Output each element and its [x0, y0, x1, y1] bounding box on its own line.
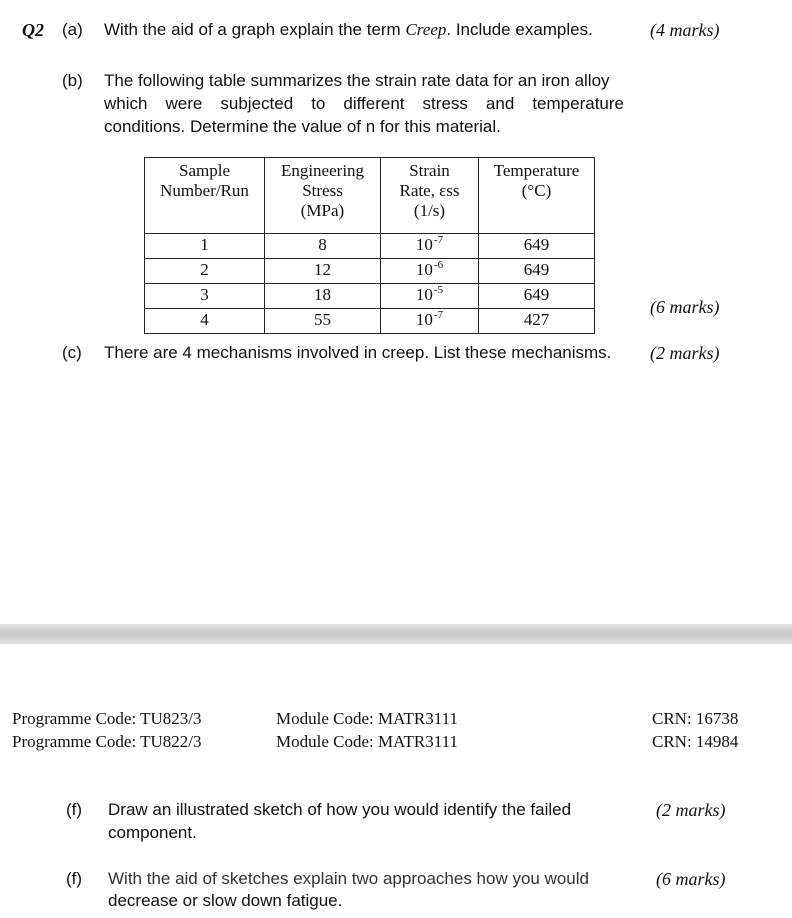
question-number: Q2 — [22, 20, 44, 40]
rate-base: 10 — [415, 260, 433, 279]
rate-exponent: -7 — [433, 234, 444, 246]
part-a-text — [104, 20, 593, 40]
part-f1-label: (f) — [66, 800, 83, 819]
crn-1: CRN: 16738 — [652, 709, 739, 728]
module-code-1: Module Code: MATR3111 — [276, 709, 458, 728]
strain-rate-table — [144, 157, 595, 334]
part-f2-line-2: decrease or slow down fatigue. — [108, 891, 343, 910]
cell-stress: 8 — [265, 234, 381, 259]
cell-run: 4 — [145, 309, 265, 334]
header-text: (°C) — [521, 181, 552, 200]
cell-stress: 18 — [265, 284, 381, 309]
part-f1-marks: (2 marks) — [656, 800, 726, 820]
part-b-line-3: conditions. Determine the value of n for this material. — [104, 117, 501, 136]
header-text: Sample — [179, 161, 230, 180]
cell-temperature: 649 — [479, 259, 595, 284]
rate-exponent: -5 — [433, 284, 444, 296]
header-text: Rate, εss — [399, 181, 460, 200]
part-c-label: (c) — [62, 343, 82, 362]
table-header-row — [145, 158, 595, 234]
table-row — [145, 234, 595, 259]
page-separator — [0, 624, 792, 644]
part-f2-line-1: With the aid of sketches explain two approaches how you would — [108, 869, 589, 888]
part-b-marks: (6 marks) — [650, 297, 720, 317]
cell-temperature: 649 — [479, 284, 595, 309]
part-c-marks: (2 marks) — [650, 343, 720, 363]
part-a-term: Creep — [405, 20, 447, 39]
header-stress — [265, 158, 381, 234]
header-text: Stress — [302, 181, 343, 200]
cell-run: 1 — [145, 234, 265, 259]
programme-code-2: Programme Code: TU822/3 — [12, 732, 202, 751]
part-b-label: (b) — [62, 71, 83, 90]
header-text: Temperature — [493, 161, 580, 180]
part-b-line-2: which were subjected to different stress and temperature — [104, 94, 624, 113]
cell-run: 2 — [145, 259, 265, 284]
crn-2: CRN: 14984 — [652, 732, 739, 751]
cell-stress: 12 — [265, 259, 381, 284]
part-f2-marks: (6 marks) — [656, 869, 726, 889]
header-text: (MPa) — [300, 201, 345, 220]
cell-temperature: 427 — [479, 309, 595, 334]
part-f2-label: (f) — [66, 869, 83, 888]
table-row — [145, 284, 595, 309]
cell-stress: 55 — [265, 309, 381, 334]
part-a-marks: (4 marks) — [650, 20, 720, 40]
table-row — [145, 259, 595, 284]
cell-temperature: 649 — [479, 234, 595, 259]
rate-base: 10 — [415, 285, 433, 304]
part-a-label: (a) — [62, 20, 83, 39]
rate-exponent: -7 — [433, 309, 444, 321]
part-a-text-post: . Include examples. — [446, 20, 593, 39]
table-row — [145, 309, 595, 334]
part-f1-line-2: component. — [108, 823, 197, 842]
part-f1-line-1: Draw an illustrated sketch of how you would identify the failed — [108, 800, 572, 819]
part-c-text: There are 4 mechanisms involved in creep. List these mechanisms. — [104, 343, 612, 362]
cell-rate — [381, 284, 479, 309]
cell-rate — [381, 234, 479, 259]
cell-rate — [381, 309, 479, 334]
cell-rate — [381, 259, 479, 284]
part-a-text-pre: With the aid of a graph explain the term — [104, 20, 406, 39]
rate-exponent: -6 — [433, 259, 444, 271]
part-b-line-1: The following table summarizes the strain rate data for an iron alloy — [104, 71, 610, 90]
rate-base: 10 — [415, 235, 433, 254]
header-text: Number/Run — [160, 181, 249, 200]
header-sample — [145, 158, 265, 234]
header-strain-rate — [381, 158, 479, 234]
cell-run: 3 — [145, 284, 265, 309]
programme-code-1: Programme Code: TU823/3 — [12, 709, 202, 728]
header-text: Strain — [409, 161, 450, 180]
header-temperature — [479, 158, 595, 234]
header-text: Engineering — [280, 161, 365, 180]
header-text: (1/s) — [413, 201, 446, 220]
rate-base: 10 — [415, 310, 433, 329]
module-code-2: Module Code: MATR3111 — [276, 732, 458, 751]
